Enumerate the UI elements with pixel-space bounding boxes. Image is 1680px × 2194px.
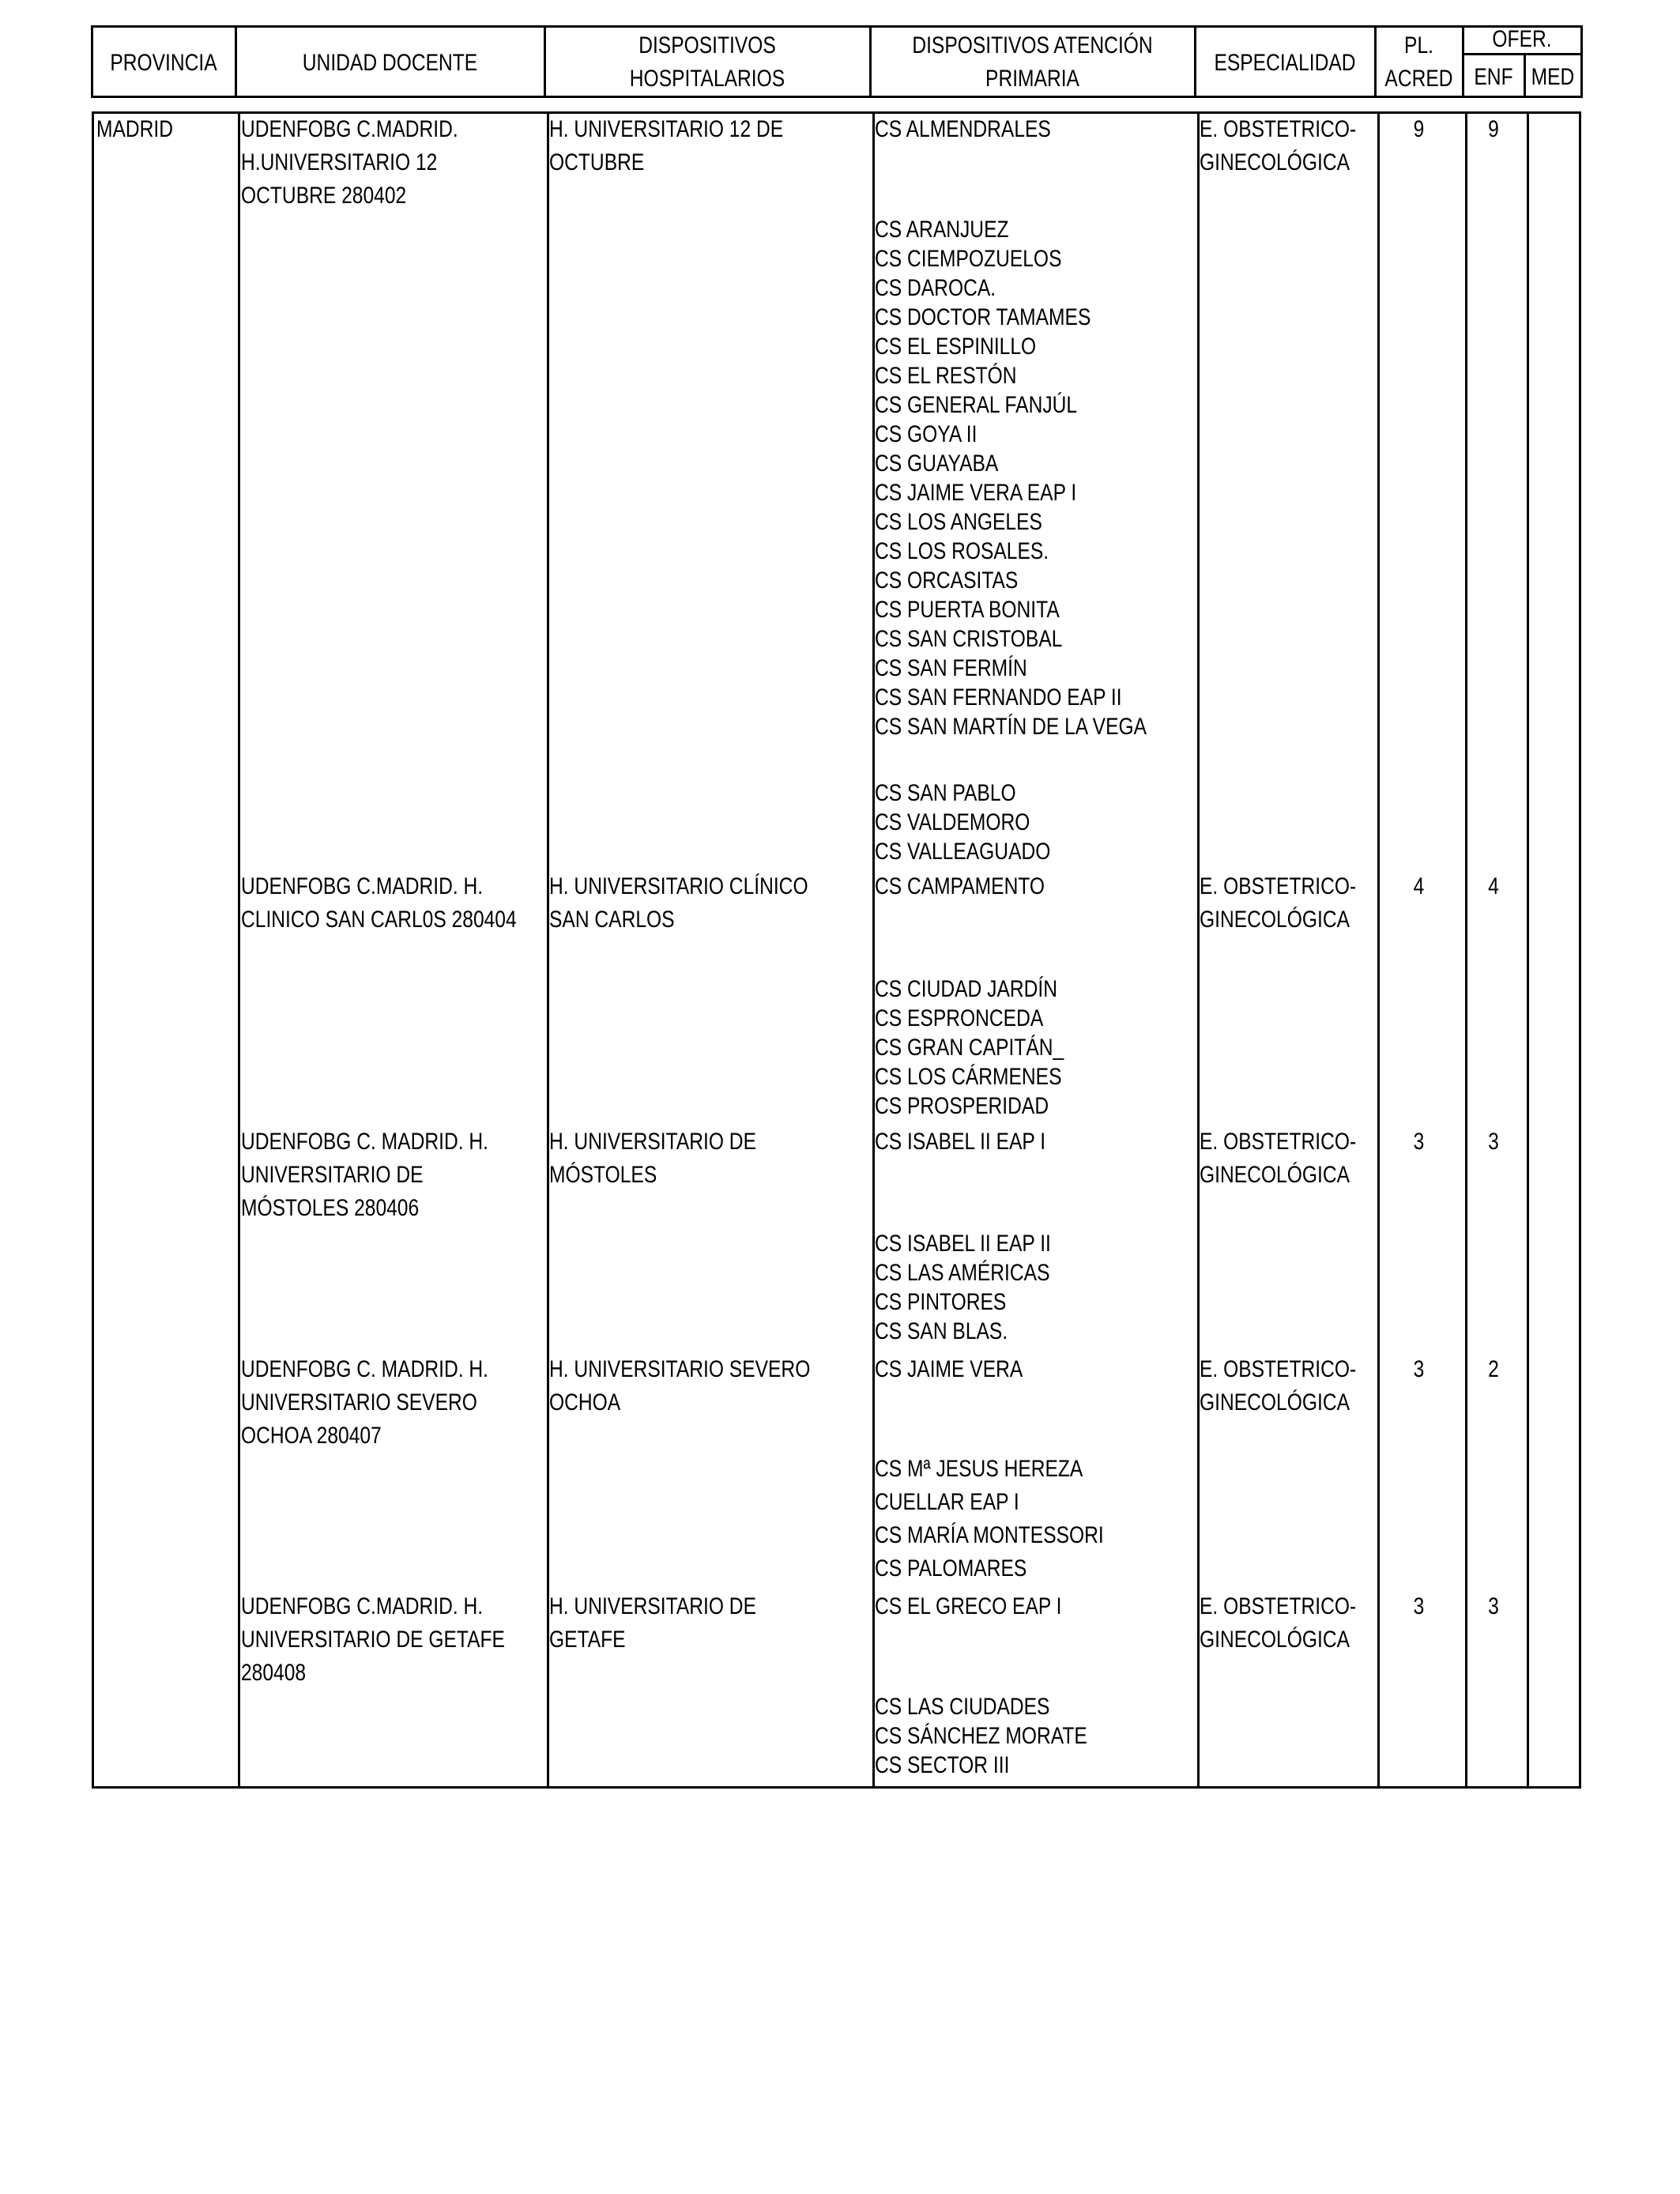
primary-care-center: CS CAMPAMENTO	[875, 873, 1045, 899]
header-med: MED	[1531, 64, 1575, 90]
especialidad-line: GINECOLÓGICA	[1200, 149, 1350, 175]
unidad-docente-line: UDENFOBG C.MADRID. H.	[241, 873, 484, 899]
primary-care-center: CS GRAN CAPITÁN_	[875, 1035, 1064, 1061]
col-divider	[1377, 114, 1380, 1786]
primary-care-center: CS SAN BLAS.	[875, 1318, 1008, 1344]
primary-care-center: CS LAS CIUDADES	[875, 1694, 1050, 1720]
unidad-docente-line: UNIVERSITARIO DE GETAFE	[241, 1627, 505, 1653]
hospital-line: GETAFE	[549, 1627, 626, 1653]
enf-value: 3	[1488, 1593, 1499, 1619]
hospital-line: OCHOA	[549, 1389, 621, 1416]
unidad-docente-line: UDENFOBG C. MADRID. H.	[241, 1356, 488, 1382]
primary-care-center: CS ISABEL II EAP II	[875, 1231, 1051, 1257]
hospital-line: MÓSTOLES	[549, 1162, 657, 1188]
primary-care-center: CS PINTORES	[875, 1289, 1007, 1315]
especialidad-line: E. OBSTETRICO-	[1200, 1593, 1357, 1619]
primary-care-center: CS LOS CÁRMENES	[875, 1064, 1062, 1090]
header-col-divider	[544, 25, 546, 98]
especialidad-line: GINECOLÓGICA	[1200, 1162, 1350, 1188]
header-col-divider	[91, 25, 93, 98]
unidad-docente-line: UDENFOBG C.MADRID.	[241, 116, 458, 142]
pl-acred-value: 3	[1413, 1356, 1425, 1382]
header-col-divider	[1462, 25, 1464, 98]
primary-care-center: CS SAN PABLO	[875, 780, 1016, 806]
unidad-docente-line: 280408	[241, 1660, 307, 1686]
hospital-line: H. UNIVERSITARIO CLÍNICO	[549, 873, 808, 899]
hospital-line: OCTUBRE	[549, 149, 645, 175]
hospital-line: H. UNIVERSITARIO 12 DE	[549, 116, 784, 142]
especialidad-line: GINECOLÓGICA	[1200, 1627, 1350, 1653]
header-provincia: PROVINCIA	[110, 50, 217, 76]
primary-care-center: CS ESPRONCEDA	[875, 1005, 1044, 1031]
primary-care-center: CS DOCTOR TAMAMES	[875, 304, 1091, 330]
unidad-docente-line: CLINICO SAN CARL0S 280404	[241, 907, 517, 933]
primary-care-center: CS ALMENDRALES	[875, 116, 1051, 142]
header-col-divider	[869, 25, 872, 98]
col-divider	[238, 114, 240, 1786]
primary-care-center: CS MARÍA MONTESSORI	[875, 1522, 1104, 1548]
unidad-docente-line: H.UNIVERSITARIO 12	[241, 149, 438, 175]
primary-care-center: CS SAN MARTÍN DE LA VEGA	[875, 714, 1147, 740]
primary-care-center: CS EL GRECO EAP I	[875, 1593, 1062, 1619]
hospital-line: H. UNIVERSITARIO DE	[549, 1129, 756, 1155]
especialidad-line: E. OBSTETRICO-	[1200, 873, 1357, 899]
primary-care-center: CS GUAYABA	[875, 450, 999, 477]
unidad-docente-line: MÓSTOLES 280406	[241, 1195, 420, 1221]
especialidad-line: E. OBSTETRICO-	[1200, 116, 1357, 142]
unidad-docente-line: OCTUBRE 280402	[241, 183, 407, 209]
header-dispositivos-ap-1: DISPOSITIVOS ATENCIÓN	[912, 32, 1153, 58]
header-ofer: OFER.	[1492, 26, 1552, 52]
enf-value: 4	[1488, 873, 1499, 899]
unidad-docente-line: UDENFOBG C. MADRID. H.	[241, 1129, 488, 1155]
unidad-docente-line: UNIVERSITARIO SEVERO	[241, 1389, 477, 1416]
primary-care-center: CS LAS AMÉRICAS	[875, 1260, 1050, 1286]
primary-care-center: CS SAN FERMÍN	[875, 655, 1027, 681]
primary-care-center: CS DAROCA.	[875, 275, 996, 301]
primary-care-center: CS ORCASITAS	[875, 567, 1019, 594]
hospital-line: H. UNIVERSITARIO DE	[549, 1593, 756, 1619]
pl-acred-value: 3	[1413, 1129, 1425, 1155]
primary-care-center: CS CIUDAD JARDÍN	[875, 976, 1057, 1002]
unidad-docente-line: UDENFOBG C.MADRID. H.	[241, 1593, 484, 1619]
primary-care-center: CS LOS ANGELES	[875, 509, 1042, 535]
especialidad-line: GINECOLÓGICA	[1200, 907, 1350, 933]
especialidad-line: GINECOLÓGICA	[1200, 1389, 1350, 1416]
enf-value: 9	[1488, 116, 1499, 142]
header-col-divider	[1374, 25, 1377, 98]
primary-care-center: CS GOYA II	[875, 421, 977, 447]
header-especialidad: ESPECIALIDAD	[1214, 50, 1356, 76]
enf-value: 3	[1488, 1129, 1499, 1155]
header-bottom-border	[92, 96, 1581, 98]
primary-care-center: CS JAIME VERA	[875, 1356, 1023, 1382]
primary-care-center: CS VALDEMORO	[875, 809, 1030, 835]
header-col-divider	[1194, 25, 1196, 98]
header-dispositivos-hosp-2: HOSPITALARIOS	[629, 66, 785, 92]
hospital-line: H. UNIVERSITARIO SEVERO	[549, 1356, 811, 1382]
header-dispositivos-ap-2: PRIMARIA	[985, 66, 1079, 92]
unidad-docente-line: UNIVERSITARIO DE	[241, 1162, 424, 1188]
primary-care-center: CS CIEMPOZUELOS	[875, 246, 1062, 272]
primary-care-center: CS PALOMARES	[875, 1555, 1027, 1581]
primary-care-center: CUELLAR EAP I	[875, 1489, 1019, 1515]
col-divider	[1527, 114, 1529, 1786]
primary-care-center: CS SECTOR III	[875, 1752, 1010, 1778]
primary-care-center: CS EL ESPINILLO	[875, 334, 1037, 360]
header-col-divider	[235, 25, 237, 98]
header-dispositivos-hosp-1: DISPOSITIVOS	[638, 32, 776, 58]
header-pl: PL.	[1404, 32, 1433, 58]
primary-care-center: CS GENERAL FANJÚL	[875, 392, 1078, 418]
pl-acred-value: 4	[1413, 873, 1425, 899]
header-top-border	[92, 25, 1581, 28]
pl-acred-value: 3	[1413, 1593, 1425, 1619]
primary-care-center: CS LOS ROSALES.	[875, 538, 1049, 564]
primary-care-center: CS SAN CRISTOBAL	[875, 626, 1063, 652]
header-unidad-docente: UNIDAD DOCENTE	[302, 50, 478, 76]
primary-care-center: CS VALLEAGUADO	[875, 839, 1051, 865]
header-acred: ACRED	[1384, 66, 1453, 92]
primary-care-center: CS ARANJUEZ	[875, 217, 1009, 243]
primary-care-center: CS EL RESTÓN	[875, 363, 1017, 389]
primary-care-center: CS PUERTA BONITA	[875, 597, 1060, 623]
primary-care-center: CS PROSPERIDAD	[875, 1093, 1049, 1119]
primary-care-center: CS SÁNCHEZ MORATE	[875, 1723, 1087, 1749]
primary-care-center: CS ISABEL II EAP I	[875, 1129, 1046, 1155]
header-col-divider	[1580, 25, 1583, 98]
col-divider	[1465, 114, 1467, 1786]
col-divider	[547, 114, 549, 1786]
primary-care-center: CS SAN FERNANDO EAP II	[875, 684, 1122, 711]
units-table	[92, 111, 1581, 1789]
especialidad-line: E. OBSTETRICO-	[1200, 1129, 1357, 1155]
especialidad-line: E. OBSTETRICO-	[1200, 1356, 1357, 1382]
pl-acred-value: 9	[1413, 116, 1425, 142]
hospital-line: SAN CARLOS	[549, 907, 675, 933]
header-enf: ENF	[1474, 64, 1513, 90]
primary-care-center: CS Mª JESUS HEREZA	[875, 1456, 1083, 1482]
unidad-docente-line: OCHOA 280407	[241, 1423, 382, 1449]
primary-care-center: CS JAIME VERA EAP I	[875, 480, 1077, 506]
enf-value: 2	[1488, 1356, 1499, 1382]
col-divider	[1197, 114, 1200, 1786]
header-col-divider	[1524, 53, 1526, 98]
provincia-cell: MADRID	[96, 116, 174, 142]
